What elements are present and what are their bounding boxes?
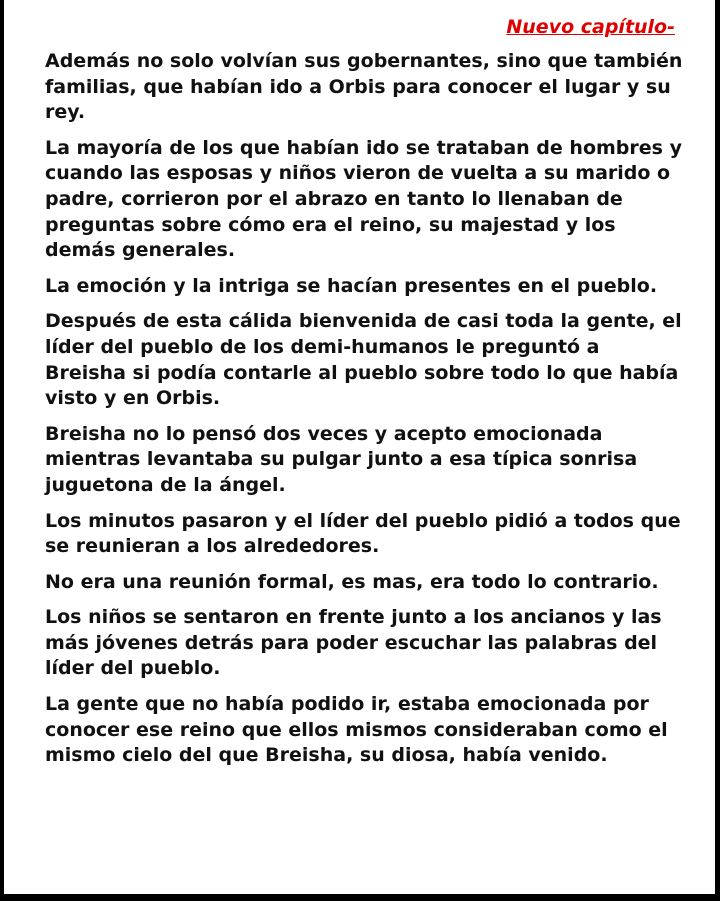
paragraph-9: La gente que no había podido ir, estaba emocionada por conocer ese reino que ellos mismos consideraban como el mismo cielo del que Breisha, su diosa, había venido. [45, 693, 668, 767]
next-chapter-link[interactable]: Nuevo capítulo- [506, 16, 675, 38]
document-page [4, 0, 715, 894]
story-text [45, 49, 685, 779]
paragraph-4: Después de esta cálida bienvenida de casi toda la gente, el líder del pueblo de los demi-humanos le preguntó a Breisha si podía contarle al pueblo sobre todo lo que había visto y en Orbis. [45, 310, 682, 410]
paragraph-5: Breisha no lo pensó dos veces y acepto emocionada mientras levantaba su pulgar junto a esa típica sonrisa juguetona de la ángel. [45, 422, 638, 496]
paragraph-3: La emoción y la intriga se hacían presentes en el pueblo. [45, 274, 658, 297]
paragraph-8: Los niños se sentaron en frente junto a los ancianos y las más jóvenes detrás para poder escuchar las palabras del líder del pueblo. [45, 606, 662, 680]
paragraph-1: Además no solo volvían sus gobernantes, sino que también familias, que habían ido a Orbis para conocer el lugar y su rey. [45, 50, 683, 124]
paragraph-2: La mayoría de los que habían ido se trataban de hombres y cuando las esposas y niños vieron de vuelta a su marido o padre, corrieron por el abrazo en tanto lo llenaban de preguntas sobre cómo era el reino, su majestad y los demás generales. [45, 136, 682, 262]
paragraph-6: Los minutos pasaron y el líder del pueblo pidió a todos que se reunieran a los alrededores. [45, 509, 681, 558]
paragraph-7: No era una reunión formal, es mas, era todo lo contrario. [45, 570, 659, 593]
